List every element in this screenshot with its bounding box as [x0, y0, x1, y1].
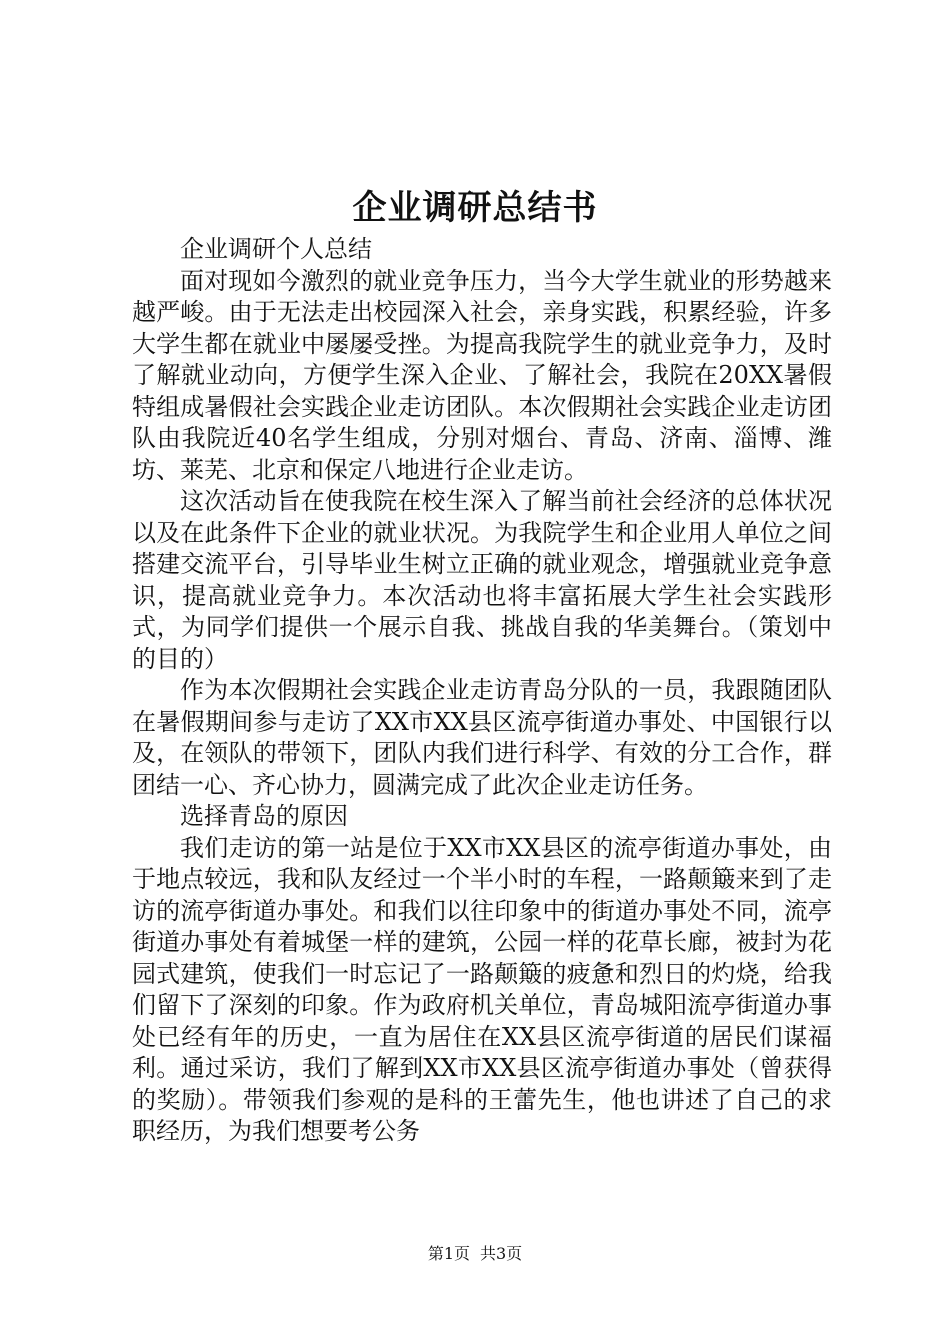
document-title: 企业调研总结书: [352, 188, 598, 228]
section-heading: 企业调研个人总结: [180, 235, 372, 263]
body-paragraph: 我们走访的第一站是位于XX市XX县区的流亭街道办事处，由于地点较远，我和队友经过一个半小时的车程，一路颠簸来到了走访的流亭街道办事处。和我们以往印象中的街道办事处不同，流亭街道办事处有着城堡一样的建筑，公园一样的花草长廊，被封为花园式建筑，使我们一时忘记了一路颠簸的疲惫和烈日的灼烧，给我们留下了深刻的印象。作为政府机关单位，青岛城阳流亭街道办事处已经有年的历史，一直为居住在XX县区流亭街道的居民们谋福利。通过采访，我们了解到XX市XX县区流亭街道办事处（曾获得的奖励）。带领我们参观的是科的王蕾先生，他也讲述了自己的求职经历，为我们想要考公务: [132, 833, 832, 1145]
body-paragraph: 这次活动旨在使我院在校生深入了解当前社会经济的总体状况以及在此条件下企业的就业状况。为我院学生和企业用人单位之间搭建交流平台，引导毕业生树立正确的就业观念，增强就业竞争意识，提高就业竞争力。本次活动也将丰富拓展大学生社会实践形式，为同学们提供一个展示自我、挑战自我的华美舞台。（策划中的目的）: [132, 487, 832, 673]
page-total: 共3页: [480, 1244, 523, 1263]
page-number: 第1页: [427, 1244, 470, 1263]
body-paragraph: 面对现如今激烈的就业竞争压力，当今大学生就业的形势越来越严峻。由于无法走出校园深入社会，亲身实践，积累经验，许多大学生都在就业中屡屡受挫。为提高我院学生的就业竞争力，及时了解就业动向，方便学生深入企业、了解社会，我院在20XX暑假特组成暑假社会实践企业走访团队。本次假期社会实践企业走访团队由我院近40名学生组成，分别对烟台、青岛、济南、淄博、潍坊、莱芜、北京和保定八地进行企业走访。: [132, 266, 832, 484]
page-footer: [0, 1244, 950, 1264]
body-paragraph: 作为本次假期社会实践企业走访青岛分队的一员，我跟随团队在暑假期间参与走访了XX市XX县区流亭街道办事处、中国银行以及，在领队的带领下，团队内我们进行科学、有效的分工合作，群团结一心、齐心协力，圆满完成了此次企业走访任务。: [132, 676, 832, 799]
section-heading: 选择青岛的原因: [180, 802, 348, 830]
document-body: [132, 234, 832, 1148]
